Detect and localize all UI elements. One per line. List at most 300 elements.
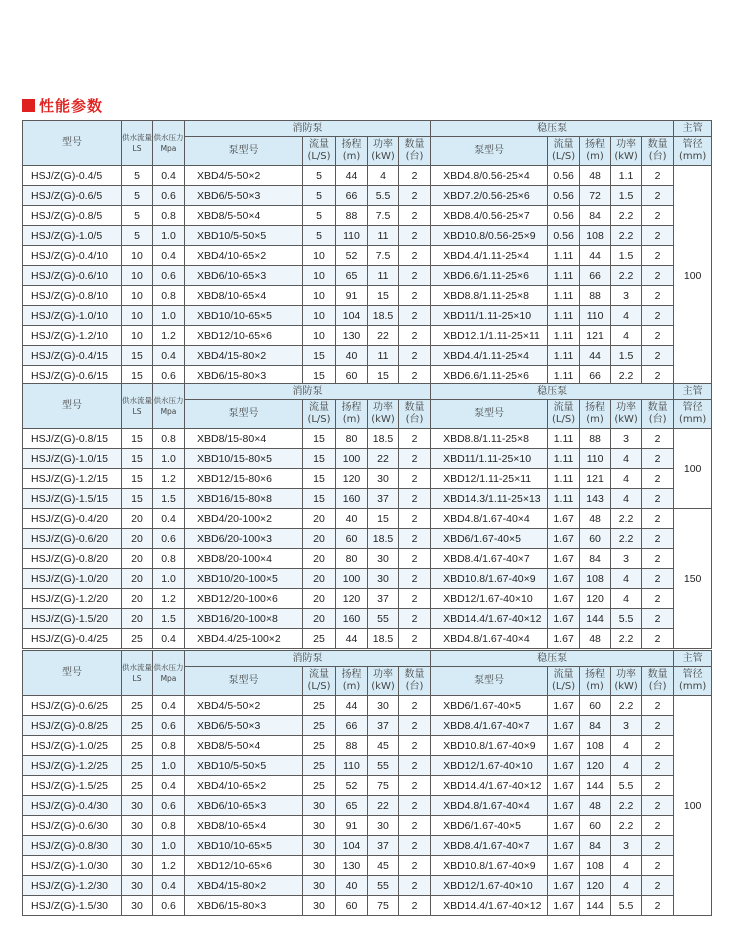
cell-supply-pressure: 0.6: [153, 366, 185, 386]
cell-fire-pump-model: XBD8/20-100×4: [185, 549, 303, 569]
cell-supply-flow: 25: [122, 716, 153, 736]
cell-stab-flow: 1.67: [548, 796, 580, 816]
cell-fire-power: 37: [368, 716, 399, 736]
cell-stab-head: 60: [580, 529, 611, 549]
header-supply-flow-unit: LS: [132, 407, 142, 416]
header-stab-head: [580, 667, 611, 696]
header-main-pipe-2: [674, 137, 712, 166]
cell-fire-qty: 2: [399, 609, 431, 629]
cell-stab-pump-model: XBD4.8/1.67-40×4: [431, 509, 548, 529]
cell-fire-power: 30: [368, 569, 399, 589]
unit: (台): [405, 151, 424, 162]
cell-stab-qty: 2: [642, 306, 674, 326]
cell-model: HSJ/Z(G)-1.5/20: [23, 609, 122, 629]
cell-stab-pump-model: XBD4.4/1.11-25×4: [431, 346, 548, 366]
unit: (m): [586, 414, 604, 425]
cell-model: HSJ/Z(G)-0.6/25: [23, 696, 122, 716]
cell-stab-power: 3: [611, 549, 642, 569]
cell-stab-head: 84: [580, 549, 611, 569]
unit: (台): [648, 151, 667, 162]
unit: (L/S): [307, 681, 331, 692]
header-model: 型号: [23, 121, 122, 166]
cell-supply-flow: 10: [122, 306, 153, 326]
cell-supply-flow: 25: [122, 696, 153, 716]
section-marker-icon: [22, 99, 35, 112]
cell-fire-power: 11: [368, 226, 399, 246]
cell-fire-flow: 15: [303, 449, 336, 469]
cell-supply-pressure: 1.0: [153, 569, 185, 589]
header-main-pipe-2: [674, 400, 712, 429]
cell-model: HSJ/Z(G)-0.6/5: [23, 186, 122, 206]
cell-fire-qty: 2: [399, 326, 431, 346]
cell-model: HSJ/Z(G)-0.4/30: [23, 796, 122, 816]
cell-stab-pump-model: XBD11/1.11-25×10: [431, 449, 548, 469]
header-fire-head: [336, 667, 368, 696]
cell-fire-qty: 2: [399, 226, 431, 246]
cell-fire-power: 30: [368, 469, 399, 489]
cell-supply-flow: 10: [122, 286, 153, 306]
cell-fire-power: 11: [368, 266, 399, 286]
cell-stab-head: 44: [580, 346, 611, 366]
cell-stab-flow: 1.67: [548, 856, 580, 876]
cell-supply-pressure: 0.6: [153, 716, 185, 736]
cell-stab-flow: 1.67: [548, 589, 580, 609]
cell-fire-power: 22: [368, 449, 399, 469]
label: 扬程: [341, 139, 362, 150]
cell-stab-head: 60: [580, 696, 611, 716]
header-supply-pressure: [153, 121, 185, 166]
cell-stab-power: 4: [611, 449, 642, 469]
cell-stab-qty: 2: [642, 589, 674, 609]
unit: (kW): [371, 414, 395, 425]
cell-fire-flow: 25: [303, 696, 336, 716]
cell-stab-power: 1.5: [611, 346, 642, 366]
cell-stab-power: 4: [611, 589, 642, 609]
cell-stab-flow: 1.11: [548, 266, 580, 286]
cell-stab-flow: 1.11: [548, 429, 580, 449]
header-fire-pump-model: 泵型号: [185, 137, 303, 166]
cell-supply-pressure: 0.8: [153, 549, 185, 569]
cell-supply-flow: 20: [122, 529, 153, 549]
cell-stab-head: 121: [580, 469, 611, 489]
header-supply-pressure-unit: Mpa: [160, 674, 177, 683]
label: 扬程: [585, 669, 606, 680]
cell-stab-power: 4: [611, 856, 642, 876]
cell-fire-qty: 2: [399, 346, 431, 366]
cell-fire-power: 37: [368, 489, 399, 509]
cell-supply-pressure: 1.2: [153, 469, 185, 489]
label: 扬程: [341, 669, 362, 680]
table-row: [23, 326, 712, 346]
cell-model: HSJ/Z(G)-1.0/30: [23, 856, 122, 876]
cell-fire-pump-model: XBD6/10-65×3: [185, 266, 303, 286]
cell-stab-flow: 1.11: [548, 489, 580, 509]
table-row: [23, 489, 712, 509]
label: 功率: [373, 402, 393, 413]
cell-stab-power: 4: [611, 569, 642, 589]
cell-fire-qty: 2: [399, 569, 431, 589]
cell-supply-flow: 25: [122, 736, 153, 756]
cell-fire-head: 91: [336, 816, 368, 836]
cell-stab-flow: 0.56: [548, 186, 580, 206]
cell-stab-qty: 2: [642, 469, 674, 489]
cell-fire-flow: 15: [303, 469, 336, 489]
cell-fire-head: 44: [336, 696, 368, 716]
cell-fire-power: 15: [368, 286, 399, 306]
label: 管径: [682, 402, 703, 413]
header-main-pipe-1: 主管: [674, 651, 712, 667]
cell-stab-qty: 2: [642, 776, 674, 796]
cell-stab-qty: 2: [642, 549, 674, 569]
cell-fire-flow: 10: [303, 266, 336, 286]
cell-stab-pump-model: XBD4.8/0.56-25×4: [431, 166, 548, 186]
cell-fire-qty: 2: [399, 629, 431, 649]
cell-model: HSJ/Z(G)-1.2/10: [23, 326, 122, 346]
cell-fire-qty: 2: [399, 246, 431, 266]
cell-stab-pump-model: XBD8.4/1.67-40×7: [431, 716, 548, 736]
cell-stab-head: 72: [580, 186, 611, 206]
cell-fire-pump-model: XBD6/5-50×3: [185, 716, 303, 736]
cell-supply-flow: 30: [122, 836, 153, 856]
table-row: [23, 529, 712, 549]
header-supply-pressure: [153, 651, 185, 696]
cell-stab-head: 88: [580, 429, 611, 449]
cell-fire-head: 65: [336, 796, 368, 816]
cell-supply-flow: 10: [122, 266, 153, 286]
cell-supply-flow: 10: [122, 246, 153, 266]
cell-fire-flow: 5: [303, 206, 336, 226]
cell-fire-flow: 20: [303, 549, 336, 569]
cell-stab-head: 110: [580, 306, 611, 326]
header-fire-qty: [399, 137, 431, 166]
cell-fire-power: 5.5: [368, 186, 399, 206]
table-row: [23, 609, 712, 629]
cell-fire-head: 110: [336, 226, 368, 246]
header-supply-pressure: [153, 384, 185, 429]
table-row: [23, 286, 712, 306]
header-stab-head: [580, 137, 611, 166]
label: 扬程: [585, 139, 606, 150]
cell-model: HSJ/Z(G)-0.8/30: [23, 836, 122, 856]
cell-stab-pump-model: XBD6/1.67-40×5: [431, 696, 548, 716]
table-row: [23, 896, 712, 916]
cell-fire-pump-model: XBD4/15-80×2: [185, 876, 303, 896]
cell-fire-pump-model: XBD4/5-50×2: [185, 696, 303, 716]
cell-stab-flow: 1.67: [548, 509, 580, 529]
header-stab-pump-model: 泵型号: [431, 400, 548, 429]
cell-stab-power: 2.2: [611, 266, 642, 286]
cell-fire-power: 7.5: [368, 246, 399, 266]
cell-supply-flow: 20: [122, 509, 153, 529]
cell-fire-flow: 25: [303, 776, 336, 796]
cell-supply-pressure: 0.4: [153, 246, 185, 266]
cell-stab-flow: 1.67: [548, 629, 580, 649]
cell-fire-pump-model: XBD6/5-50×3: [185, 186, 303, 206]
header-supply-pressure-label: 供水压力: [153, 663, 184, 672]
cell-stab-head: 44: [580, 246, 611, 266]
cell-model: HSJ/Z(G)-0.8/20: [23, 549, 122, 569]
cell-supply-flow: 15: [122, 429, 153, 449]
cell-fire-head: 120: [336, 469, 368, 489]
cell-supply-flow: 30: [122, 796, 153, 816]
header-fire-power: [368, 137, 399, 166]
label: 数量: [404, 402, 425, 413]
header-stab-pump: 稳压泵: [431, 651, 674, 667]
cell-fire-head: 160: [336, 489, 368, 509]
label: 流量: [309, 402, 329, 413]
cell-supply-flow: 30: [122, 816, 153, 836]
cell-fire-flow: 25: [303, 756, 336, 776]
cell-stab-power: 4: [611, 489, 642, 509]
cell-fire-qty: 2: [399, 696, 431, 716]
cell-main-pipe: 150: [674, 509, 712, 649]
cell-fire-qty: 2: [399, 449, 431, 469]
cell-stab-flow: 1.67: [548, 736, 580, 756]
cell-stab-pump-model: XBD12/1.67-40×10: [431, 756, 548, 776]
cell-fire-pump-model: XBD16/15-80×8: [185, 489, 303, 509]
cell-stab-pump-model: XBD10.8/0.56-25×9: [431, 226, 548, 246]
label: 数量: [647, 669, 668, 680]
cell-stab-power: 2.2: [611, 509, 642, 529]
cell-stab-flow: 1.67: [548, 876, 580, 896]
cell-fire-power: 30: [368, 816, 399, 836]
cell-stab-head: 84: [580, 836, 611, 856]
cell-stab-head: 120: [580, 589, 611, 609]
cell-fire-pump-model: XBD10/5-50×5: [185, 756, 303, 776]
cell-fire-pump-model: XBD4/10-65×2: [185, 776, 303, 796]
header-main-pipe-1: 主管: [674, 121, 712, 137]
cell-fire-flow: 30: [303, 876, 336, 896]
cell-supply-pressure: 0.8: [153, 816, 185, 836]
table-row: [23, 716, 712, 736]
cell-stab-flow: 1.11: [548, 306, 580, 326]
cell-supply-flow: 15: [122, 489, 153, 509]
cell-model: HSJ/Z(G)-0.6/10: [23, 266, 122, 286]
table-row: [23, 796, 712, 816]
header-supply-flow-label: 供水流量: [122, 663, 152, 672]
header-supply-flow-label: 供水流量: [122, 133, 152, 142]
unit: (L/S): [552, 414, 576, 425]
cell-stab-qty: 2: [642, 266, 674, 286]
cell-stab-qty: 2: [642, 876, 674, 896]
cell-fire-pump-model: XBD4/15-80×2: [185, 346, 303, 366]
cell-fire-head: 100: [336, 569, 368, 589]
header-stab-power: [611, 400, 642, 429]
header-fire-qty: [399, 400, 431, 429]
label: 流量: [553, 139, 574, 150]
table-row: [23, 876, 712, 896]
cell-fire-pump-model: XBD6/10-65×3: [185, 796, 303, 816]
label: 流量: [553, 402, 574, 413]
cell-fire-head: 88: [336, 736, 368, 756]
cell-fire-pump-model: XBD8/15-80×4: [185, 429, 303, 449]
cell-fire-pump-model: XBD10/10-65×5: [185, 836, 303, 856]
cell-fire-power: 45: [368, 856, 399, 876]
header-supply-pressure-unit: Mpa: [160, 407, 177, 416]
cell-stab-flow: 1.67: [548, 896, 580, 916]
cell-fire-qty: 2: [399, 896, 431, 916]
cell-stab-power: 2.2: [611, 366, 642, 386]
cell-stab-flow: 0.56: [548, 206, 580, 226]
cell-stab-head: 144: [580, 776, 611, 796]
cell-stab-head: 143: [580, 489, 611, 509]
header-fire-pump-model: 泵型号: [185, 400, 303, 429]
cell-supply-pressure: 0.6: [153, 796, 185, 816]
cell-model: HSJ/Z(G)-0.4/25: [23, 629, 122, 649]
cell-fire-power: 18.5: [368, 429, 399, 449]
cell-stab-pump-model: XBD8.8/1.11-25×8: [431, 286, 548, 306]
cell-supply-flow: 15: [122, 366, 153, 386]
cell-fire-flow: 15: [303, 489, 336, 509]
header-stab-qty: [642, 667, 674, 696]
cell-fire-head: 130: [336, 856, 368, 876]
cell-stab-head: 108: [580, 736, 611, 756]
table-row: [23, 226, 712, 246]
header-stab-head: [580, 400, 611, 429]
cell-supply-pressure: 1.0: [153, 449, 185, 469]
label: 扬程: [585, 402, 606, 413]
cell-stab-head: 48: [580, 629, 611, 649]
header-supply-flow: [122, 384, 153, 429]
cell-supply-pressure: 1.2: [153, 326, 185, 346]
cell-fire-qty: 2: [399, 876, 431, 896]
cell-supply-pressure: 0.4: [153, 696, 185, 716]
header-supply-flow: [122, 651, 153, 696]
cell-model: HSJ/Z(G)-0.8/10: [23, 286, 122, 306]
cell-stab-flow: 1.67: [548, 816, 580, 836]
unit: (m): [586, 681, 604, 692]
cell-fire-flow: 20: [303, 589, 336, 609]
cell-fire-qty: 2: [399, 469, 431, 489]
cell-stab-qty: 2: [642, 716, 674, 736]
cell-stab-qty: 2: [642, 529, 674, 549]
header-stab-qty: [642, 400, 674, 429]
cell-supply-flow: 5: [122, 206, 153, 226]
header-supply-flow-unit: LS: [132, 674, 142, 683]
cell-fire-flow: 25: [303, 716, 336, 736]
cell-stab-power: 5.5: [611, 896, 642, 916]
cell-supply-pressure: 0.4: [153, 629, 185, 649]
cell-model: HSJ/Z(G)-1.2/25: [23, 756, 122, 776]
unit: (m): [342, 414, 361, 425]
cell-stab-pump-model: XBD14.4/1.67-40×12: [431, 776, 548, 796]
cell-supply-pressure: 0.4: [153, 876, 185, 896]
cell-fire-power: 22: [368, 796, 399, 816]
cell-stab-flow: 1.11: [548, 469, 580, 489]
cell-stab-qty: 2: [642, 756, 674, 776]
label: 数量: [647, 402, 668, 413]
cell-stab-head: 108: [580, 569, 611, 589]
label: 流量: [553, 669, 574, 680]
header-stab-pump: 稳压泵: [431, 384, 674, 400]
cell-fire-power: 55: [368, 876, 399, 896]
cell-fire-head: 80: [336, 429, 368, 449]
cell-stab-flow: 1.67: [548, 776, 580, 796]
cell-fire-power: 55: [368, 756, 399, 776]
cell-fire-qty: 2: [399, 836, 431, 856]
cell-fire-qty: 2: [399, 776, 431, 796]
cell-stab-flow: 1.67: [548, 529, 580, 549]
cell-stab-flow: 1.67: [548, 696, 580, 716]
cell-stab-head: 144: [580, 896, 611, 916]
cell-fire-head: 60: [336, 896, 368, 916]
table-row: [23, 736, 712, 756]
unit: (m): [342, 151, 361, 162]
cell-stab-flow: 1.67: [548, 549, 580, 569]
cell-stab-pump-model: XBD10.8/1.67-40×9: [431, 856, 548, 876]
unit: (kW): [371, 681, 395, 692]
table-row: [23, 449, 712, 469]
header-stab-pump-model: 泵型号: [431, 137, 548, 166]
cell-fire-head: 52: [336, 776, 368, 796]
label: 功率: [616, 139, 637, 150]
cell-stab-pump-model: XBD10.8/1.67-40×9: [431, 569, 548, 589]
cell-supply-flow: 5: [122, 226, 153, 246]
cell-fire-qty: 2: [399, 816, 431, 836]
cell-stab-pump-model: XBD14.4/1.67-40×12: [431, 896, 548, 916]
cell-model: HSJ/Z(G)-0.6/15: [23, 366, 122, 386]
unit: (kW): [614, 414, 638, 425]
cell-fire-head: 130: [336, 326, 368, 346]
cell-model: HSJ/Z(G)-0.8/15: [23, 429, 122, 449]
cell-supply-pressure: 0.6: [153, 186, 185, 206]
cell-stab-qty: 2: [642, 246, 674, 266]
cell-fire-flow: 5: [303, 186, 336, 206]
cell-stab-head: 120: [580, 876, 611, 896]
cell-fire-pump-model: XBD12/15-80×6: [185, 469, 303, 489]
header-supply-pressure-unit: Mpa: [160, 144, 177, 153]
cell-main-pipe: 100: [674, 429, 712, 509]
table-row: [23, 166, 712, 186]
cell-stab-head: 66: [580, 266, 611, 286]
cell-model: HSJ/Z(G)-0.4/10: [23, 246, 122, 266]
header-stab-pump: 稳压泵: [431, 121, 674, 137]
cell-supply-pressure: 1.5: [153, 489, 185, 509]
cell-fire-power: 7.5: [368, 206, 399, 226]
header-fire-flow: [303, 400, 336, 429]
cell-fire-qty: 2: [399, 716, 431, 736]
cell-fire-pump-model: XBD10/15-80×5: [185, 449, 303, 469]
header-fire-power: [368, 667, 399, 696]
cell-fire-power: 18.5: [368, 306, 399, 326]
cell-fire-head: 91: [336, 286, 368, 306]
cell-supply-pressure: 1.5: [153, 609, 185, 629]
cell-stab-flow: 1.11: [548, 246, 580, 266]
cell-fire-qty: 2: [399, 206, 431, 226]
cell-supply-pressure: 0.6: [153, 529, 185, 549]
cell-stab-qty: 2: [642, 509, 674, 529]
cell-fire-pump-model: XBD4/5-50×2: [185, 166, 303, 186]
cell-stab-head: 84: [580, 716, 611, 736]
cell-fire-flow: 10: [303, 306, 336, 326]
cell-fire-pump-model: XBD8/5-50×4: [185, 206, 303, 226]
spec-table-1: [22, 120, 712, 386]
cell-fire-power: 75: [368, 896, 399, 916]
cell-supply-pressure: 0.4: [153, 509, 185, 529]
table-row: [23, 816, 712, 836]
header-fire-pump: 消防泵: [185, 121, 431, 137]
cell-fire-head: 104: [336, 836, 368, 856]
cell-stab-pump-model: XBD8.4/1.67-40×7: [431, 836, 548, 856]
cell-stab-power: 4: [611, 469, 642, 489]
section-title-text: 性能参数: [39, 96, 104, 115]
cell-stab-flow: 1.11: [548, 286, 580, 306]
cell-stab-flow: 1.11: [548, 326, 580, 346]
header-supply-flow: [122, 121, 153, 166]
cell-fire-pump-model: XBD12/10-65×6: [185, 326, 303, 346]
cell-stab-head: 84: [580, 206, 611, 226]
cell-fire-flow: 30: [303, 856, 336, 876]
